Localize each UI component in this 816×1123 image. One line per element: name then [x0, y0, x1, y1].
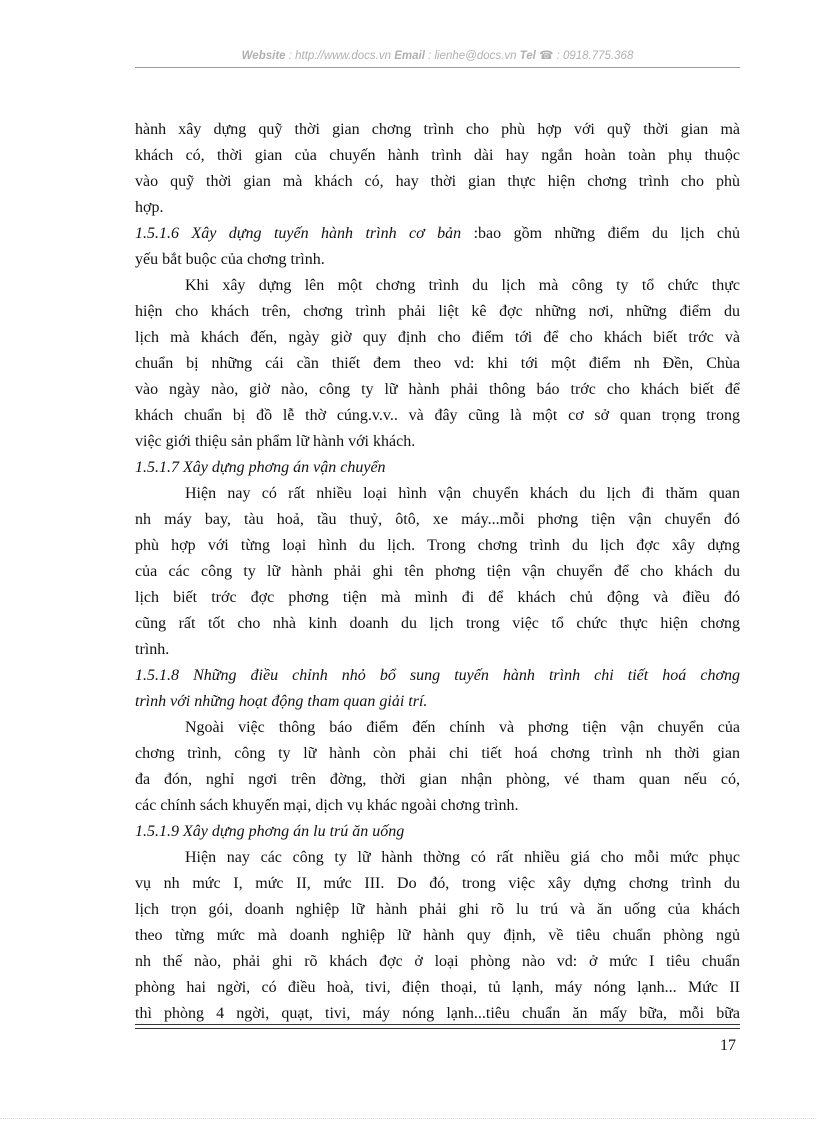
paragraph-4 — [135, 715, 740, 819]
text-line: thì phòng 4 ngời, quạt, tivi, máy nóng lạnh...tiêu chuẩn ăn mấy bữa, mỗi bữa — [135, 1005, 740, 1022]
text-line: lịch trọn gói, doanh nghiệp lữ hành phải ghi rõ lu trú và ăn uống của khách — [135, 901, 740, 918]
section-1-5-1-8 — [135, 663, 740, 715]
section-heading-line — [135, 221, 740, 247]
text-line: chơng trình, công ty lữ hành còn phải chi tiết hoá chơng trình nh thời gian — [135, 745, 740, 762]
text-line: lịch biết trớc đợc phơng tiện mà mình đi để khách chủ động và điều đó — [135, 589, 740, 606]
tel-value: : 0918.775.368 — [553, 50, 634, 62]
paragraph-5 — [135, 845, 740, 1027]
email-value: : lienhe@docs.vn — [424, 50, 520, 62]
text-line: vào ngày nào, giờ nào, công ty lữ hành phải thông báo trớc cho khách biết để — [135, 381, 740, 398]
paragraph-1 — [135, 117, 740, 221]
section-heading: 1.5.1.8 Những điều chỉnh nhỏ bổ sung tuyến hành trình chi tiết hoá chơng — [135, 667, 740, 684]
page-header — [135, 48, 740, 62]
section-text: :bao gồm những điểm du lịch chủ — [473, 225, 740, 242]
text-line: trình. — [135, 641, 170, 658]
text-line: vụ nh mức I, mức II, mức III. Do đó, trong việc xây dựng chơng trình du — [135, 875, 740, 892]
text-line: khách có, thời gian của chuyến hành trình dài hay ngắn hoàn toàn phụ thuộc — [135, 147, 740, 164]
header-divider — [135, 67, 740, 68]
paragraph-3 — [135, 481, 740, 663]
text-line: phòng hai ngời, có điều hoà, tivi, điện thoại, tủ lạnh, máy nóng lạnh... Mức II — [135, 979, 740, 996]
text-line: Khi xây dựng lên một chơng trình du lịch mà công ty tổ chức thực — [185, 277, 740, 294]
text-line: Ngoài việc thông báo điểm đến chính và phơng tiện vận chuyển của — [185, 719, 740, 736]
text-line: nh thế nào, phải ghi rõ khách đợc ở loại phòng nào vd: ở mức I tiêu chuẩn — [135, 953, 740, 970]
text-line: việc giới thiệu sản phẩm lữ hành với khách. — [135, 433, 416, 450]
text-line: hợp. — [135, 199, 164, 216]
text-line: của các công ty lữ hành phải ghi tên phơng tiện vận chuyển để cho khách du — [135, 563, 740, 580]
page-edge-divider — [0, 1118, 816, 1119]
phone-icon: ☎ — [539, 50, 554, 62]
text-line: hiện cho khách trên, chơng trình phải liệt kê đợc những nơi, những điểm du — [135, 303, 740, 320]
text-line: lịch mà khách đến, ngày giờ quy định cho điểm tới để cho khách biết trớc và — [135, 329, 740, 346]
text-line: hành xây dựng quỹ thời gian chơng trình cho phù hợp với quỹ thời gian mà — [135, 121, 740, 138]
text-line: khách chuẩn bị đồ lễ thờ cúng.v.v.. và đây cũng là một cơ sở quan trọng trong — [135, 407, 740, 424]
text-line: yếu bắt buộc của chơng trình. — [135, 251, 325, 268]
text-line: phù hợp với từng loại hình du lịch. Trong chơng trình du lịch đợc xây dựng — [135, 537, 740, 554]
tel-label: Tel — [519, 50, 536, 62]
paragraph-2 — [135, 273, 740, 455]
section-heading: 1.5.1.6 Xây dựng tuyến hành trình cơ bản — [135, 225, 474, 242]
text-line: các chính sách khuyến mại, dịch vụ khác ngoài chơng trình. — [135, 797, 519, 814]
text-line: Hiện nay các công ty lữ hành thờng có rất nhiều giá cho mỗi mức phục — [185, 849, 740, 866]
text-line: vào quỹ thời gian mà khách có, hay thời gian thực hiện chơng trình cho phù — [135, 173, 740, 190]
text-line: theo từng mức mà doanh nghiệp lữ hành quy định, về tiêu chuẩn phòng ngủ — [135, 927, 740, 944]
text-line: nh máy bay, tàu hoả, tầu thuỷ, ôtô, xe máy...mỗi phơng tiện vận chuyển đó — [135, 511, 740, 528]
section-heading: 1.5.1.9 Xây dựng phơng án lu trú ăn uống — [135, 823, 405, 840]
website-value: : http://www.docs.vn — [285, 50, 395, 62]
text-line: Hiện nay có rất nhiều loại hình vận chuyển khách du lịch đi thăm quan — [185, 485, 740, 502]
page-number: 17 — [720, 1037, 736, 1054]
footer-divider — [135, 1024, 740, 1025]
website-label: Website — [241, 50, 286, 62]
footer-divider — [135, 1028, 740, 1029]
document-body — [135, 117, 740, 1027]
text-line: chuẩn bị những cái cần thiết đem theo vd: khi tới một điểm nh Đền, Chùa — [135, 355, 740, 372]
section-heading: trình với những hoạt động tham quan giải trí. — [135, 693, 428, 710]
section-heading: 1.5.1.7 Xây dựng phơng án vận chuyển — [135, 459, 386, 476]
email-label: Email — [394, 50, 425, 62]
section-1-5-1-6 — [135, 221, 740, 273]
text-line: cũng rất tốt cho nhà kinh doanh du lịch trong việc tổ chức thực hiện chơng — [135, 615, 740, 632]
text-line: đa đón, nghỉ ngơi trên đờng, thời gian nhận phòng, vé tham quan nếu có, — [135, 771, 740, 788]
